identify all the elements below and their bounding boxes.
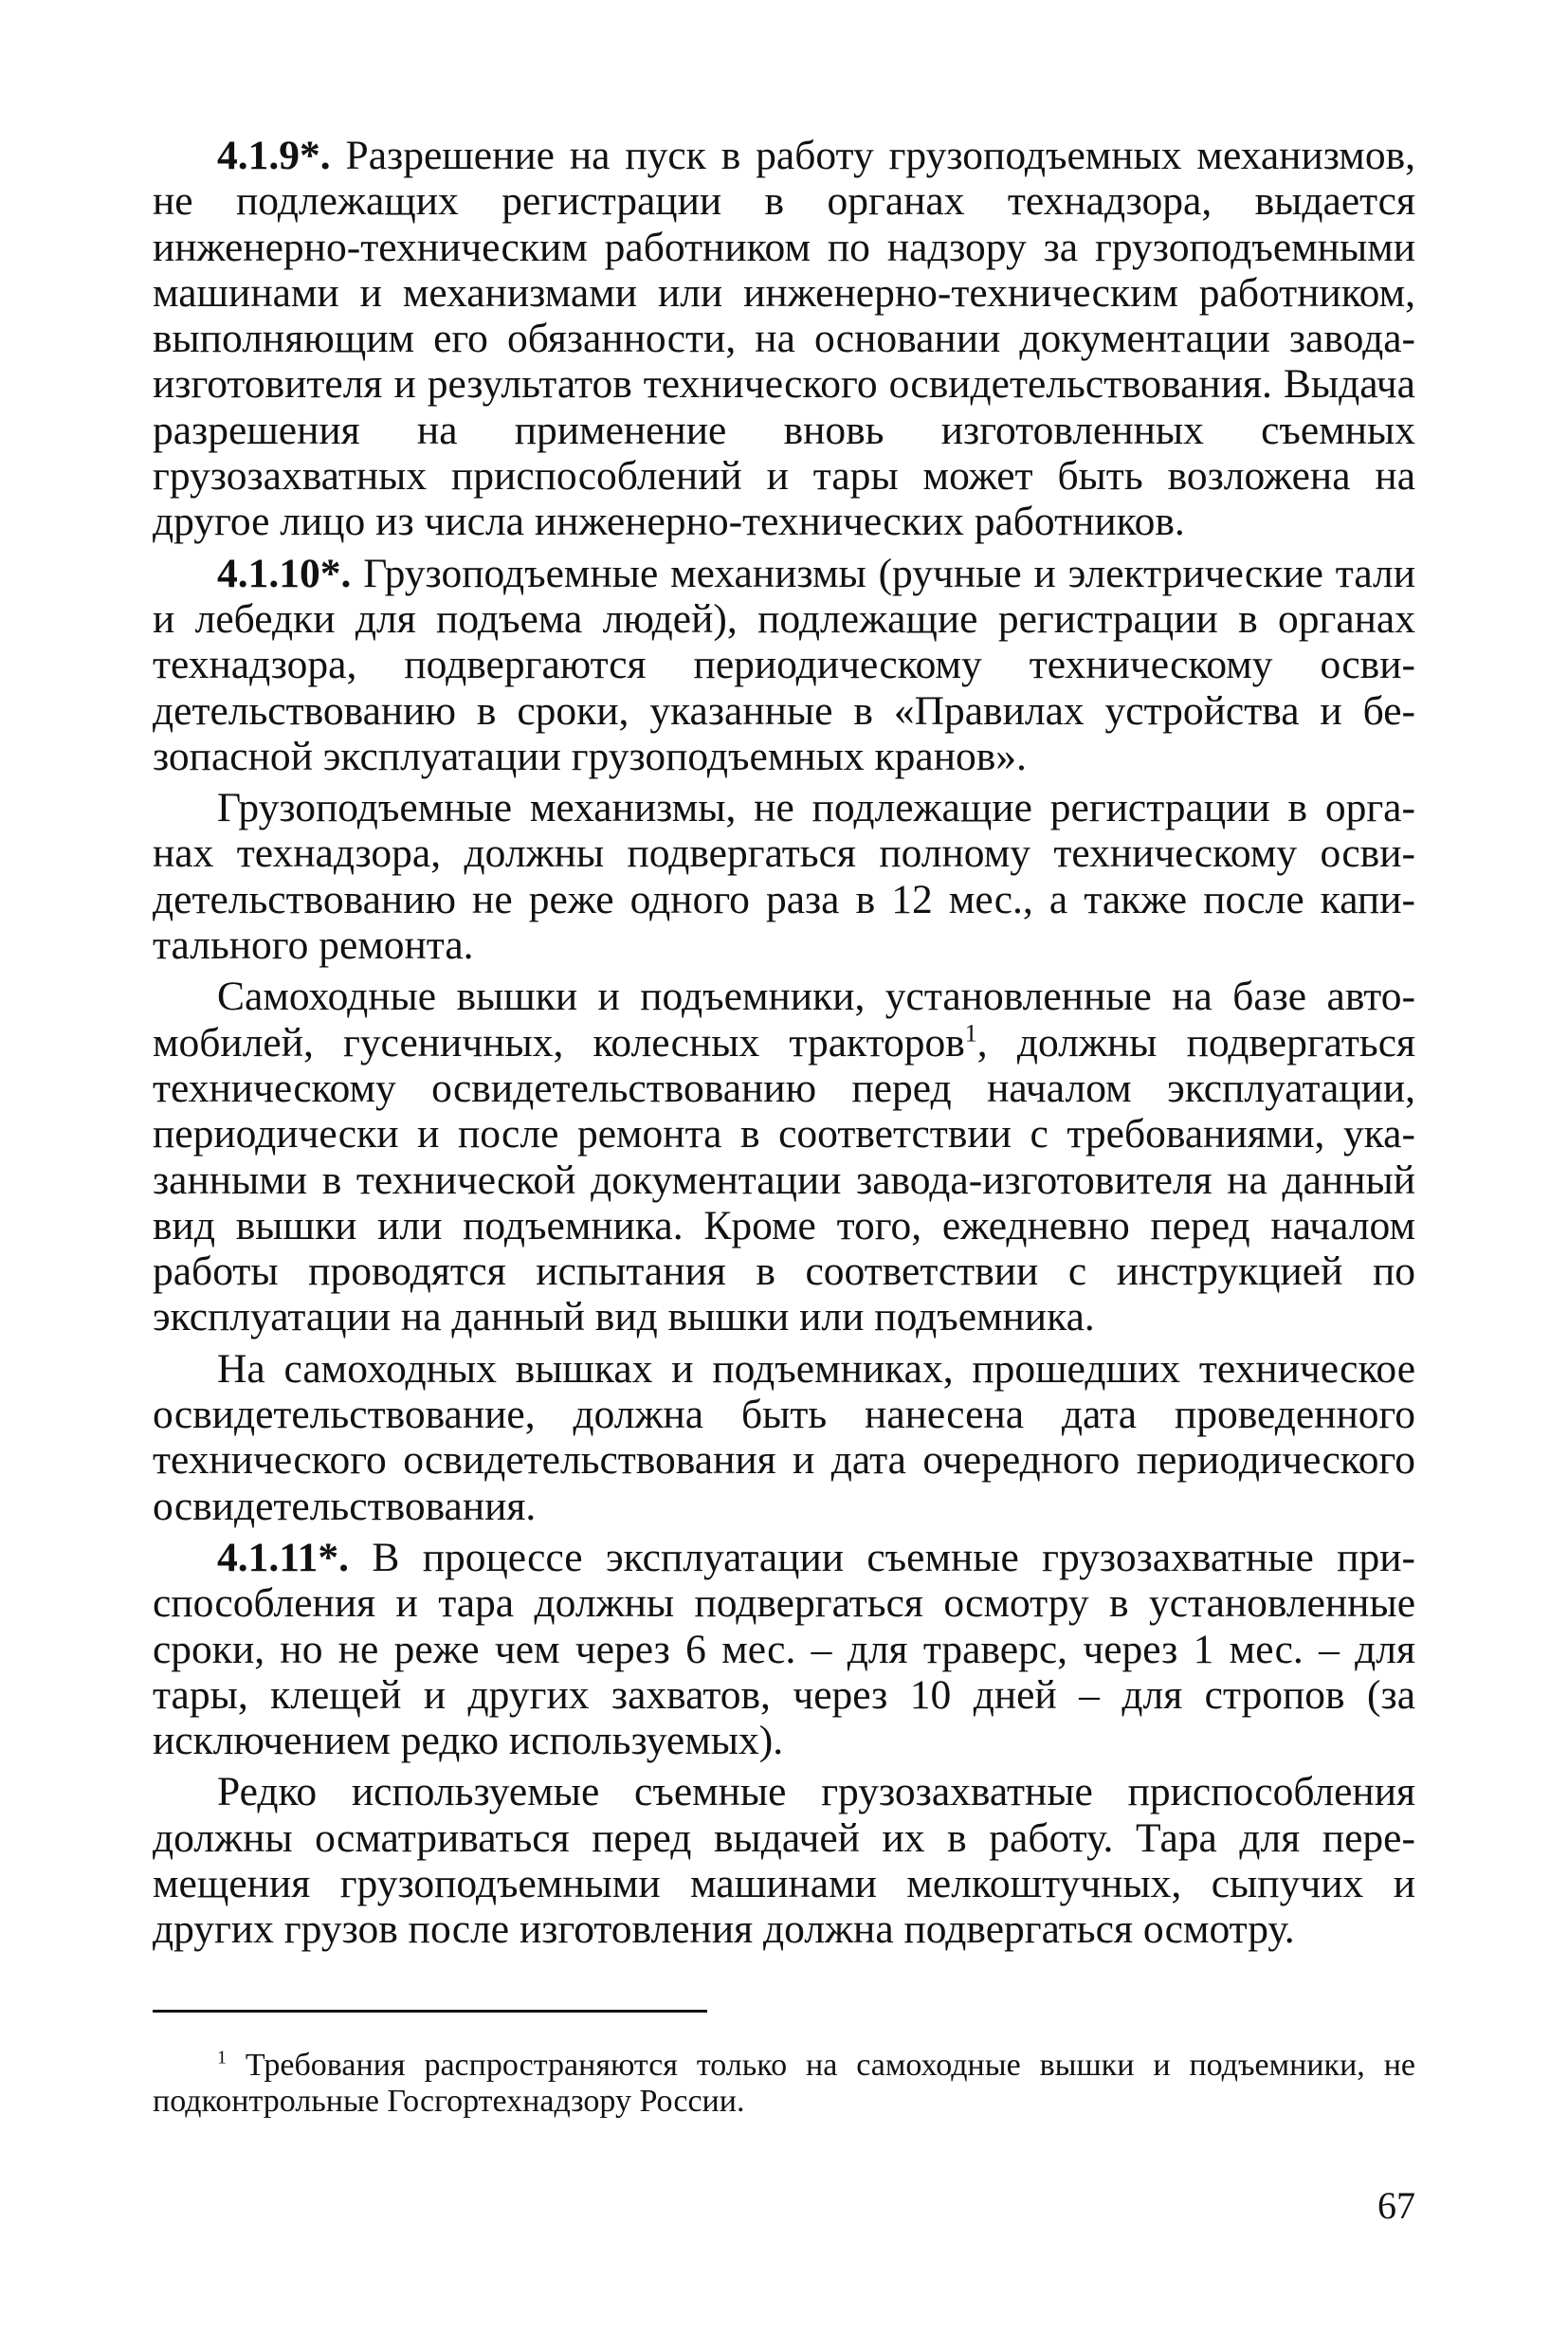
page-number: 67 [1377,2184,1415,2227]
paragraph-4-1-11 [153,1535,1415,1763]
footnote-reference: 1 [964,1019,977,1048]
paragraph-lifting-mechanisms [153,785,1415,968]
clause-number: 4.1.11*. [217,1534,349,1580]
footnote-text: Требования распространяются только на самоходные вышки и подъемники, не подконтрольные Госгортехнадзору России. [153,2048,1415,2119]
clause-number: 4.1.10*. [217,550,352,596]
paragraph-text: , должны подвергаться техническому освидетельствованию перед началом эксплуатации, периодически и после ремонта в соответствии с требованиями, указанными в технической документации завода-изготовителя на данный вид вышки или подъемника. Кроме того, ежедневно перед началом работы проводятся испытания в соответствии с инструкцией по эксплуатации на данный вид вышки или подъемника. [153,1019,1416,1340]
page-body [153,133,1415,1953]
paragraph-text: В процессе эксплуатации съемные грузозахватные приспособления и тара должны подвергаться осмотру в установленные сроки, но не реже чем через 6 мес. – для траверс, через 1 мес. – для тары, клещей и других захватов, через 10 дней – для стропов (за исключением редко используемых). [153,1534,1415,1764]
paragraph-rarely-used [153,1769,1415,1952]
paragraph-text: На самоходных вышках и подъемниках, прошедших техническое освидетельствование, должна быть нанесена дата проведенного технического освидетельствования и дата очередного периодического освидетельствования. [153,1345,1415,1529]
paragraph-text: Грузоподъемные механизмы (ручные и электрические тали и лебедки для подъема людей), подлежащие регистрации в органах технадзора, подвергаются периодическому техническому освидетельствованию в сроки, указанные в «Правилах устройства и безопасной эксплуатации грузоподъемных кранов». [153,550,1415,779]
clause-number: 4.1.9*. [217,133,331,178]
paragraph-inspection-date [153,1346,1415,1529]
paragraph-text: Редко используемые съемные грузозахватные приспособления должны осматриваться перед выдачей их в работу. Тара для перемещения грузоподъемными машинами мелкоштучных, сыпучих и других грузов после изготовления должна подвергаться осмотру. [153,1769,1415,1953]
paragraph-self-propelled-lifts [153,974,1415,1340]
footnote-mark: 1 [217,2047,227,2069]
paragraph-text: Разрешение на пуск в работу грузоподъемных механизмов, не подлежащих регистрации в органах технадзора, выдается инженерно-техническим работником по надзору за грузоподъемными машинами и механизмами или инженерно-техническим работником, выполняющим его обязанности, на основании документации завода-изготовителя и результатов технического освидетельствования. Выдача разрешения на применение вновь изготовленных съемных грузозахватных приспособлений и тары может быть возложена на другое лицо из числа инженерно-технических работников. [153,133,1415,545]
footnote-divider [153,2010,707,2013]
footnote [153,2048,1415,2120]
paragraph-4-1-9 [153,133,1415,545]
paragraph-text: Самоходные вышки и подъемники, установленные на базе автомобилей, гусеничных, колесных тракторов [153,974,1415,1066]
paragraph-4-1-10 [153,551,1415,779]
paragraph-text: Грузоподъемные механизмы, не подлежащие регистрации в органах технадзора, должны подвергаться полному техническому освидетельствованию не реже одного раза в 12 мес., а также после капитального ремонта. [153,785,1415,969]
